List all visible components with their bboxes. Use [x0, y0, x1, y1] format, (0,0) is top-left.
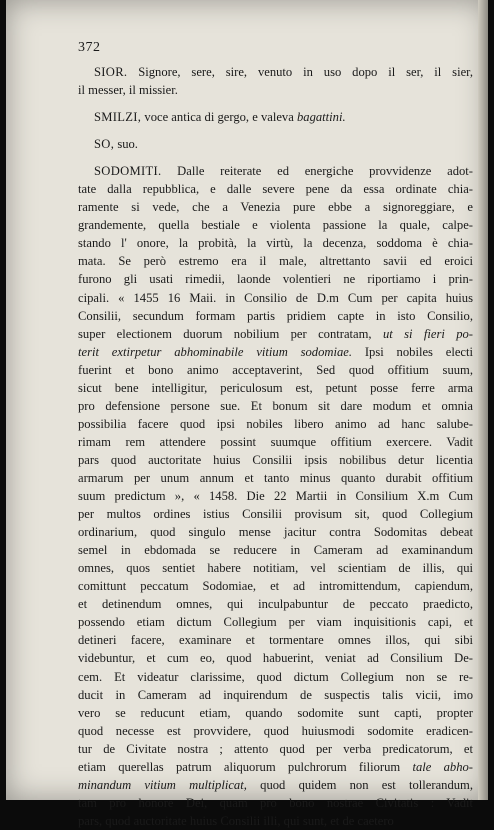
entry-line: detineri facere, examinare et tormentare omnes illos, qui sibi: [78, 633, 473, 648]
entry-line: possibilia facere quod ipsi nobiles libero animo ad hanc salube-: [78, 416, 473, 431]
entry-headword: SODOMITI.: [94, 164, 162, 179]
book-page: [6, 0, 488, 828]
entry-line: cem. Et videatur clarissime, quod dictum Collegium non se re-: [78, 669, 473, 684]
entry-line: et detinendum omnes, qui inculpabuntur de peccato praedicto,: [78, 597, 473, 612]
entry-line: il messer, il missier.: [78, 83, 178, 98]
entry-line: ordinarium, quod singulo mense jacitur contra Sodomitas debeat: [78, 525, 473, 540]
entry-line: videbuntur, et cum eo, quod habuerint, veniat ad Consilium De-: [78, 651, 473, 666]
entry-line: voce antica di gergo, e valeva bagattini.: [144, 110, 346, 125]
entry-line: ducit in Cameram ad inquirendum de suspectis talis vicii, imo: [78, 687, 473, 702]
entry-line: stando l' onore, la probità, la virtù, la decenza, soddoma è chia-: [78, 236, 473, 251]
entry-line: tate dalla repubblica, e dalle severe pene da essa ordinate chia-: [78, 182, 473, 197]
entry-line: terit extirpetur abhominabile vitium sodomiae. Ipsi nobiles electi: [78, 344, 474, 359]
dictionary-entry-so: [78, 135, 473, 153]
entry-line: pars quod auctoritate huius Consilii ipsis nobilibus detur licentia: [78, 452, 473, 467]
entry-line: tur de Civitate nostra ; attento quod per verba predicatorum, et: [78, 741, 473, 756]
entry-line: per multos ordines istius Consilii provisum sit, quod Collegium: [78, 507, 473, 522]
entry-line: semel in ebdomada se reducere in Cameram ad examinandum: [78, 543, 473, 558]
entry-line: tam pro honore Dei, quam pro bono nostrae Civitatis : Vadit: [78, 795, 473, 810]
entry-line: vero se reducunt etiam, quando sodomite sunt capti, propter: [78, 705, 473, 720]
entry-line: quod necesse est provvidere, quod huiusmodi sodomite eradicen-: [78, 723, 473, 738]
entry-line: minandum vitium multiplicat, quod quidem non est tollerandum,: [78, 777, 474, 792]
entry-line: Dalle reiterate ed energiche provvidenze adot-: [177, 164, 473, 179]
entry-line: suum predictum », « 1458. Die 22 Martii in Consilium X.m Cum: [78, 489, 473, 504]
entry-line: fuerint et bono animo acceptaverint, Sed quod offitium suum,: [78, 362, 473, 377]
entry-line: super electionem duorum nobilium per contratam, ut si fieri po-: [78, 326, 473, 341]
dictionary-entry-sior: [78, 63, 473, 99]
entry-line: comittunt peccatum Sodomiae, et ad intromittendum, capiendum,: [78, 579, 473, 594]
entry-line: cipali. « 1455 16 Maii. in Consilio de D.m Cum per capita huius: [78, 290, 473, 305]
entry-line: Consilii, secundum formam partis pridiem capte in isto Consilio,: [78, 308, 473, 323]
entry-line: sicut bene intelligitur, periculosum est, petunt posse ferre arma: [78, 380, 473, 395]
page-gutter: [478, 0, 488, 800]
entry-line: ramente si vede, che a Venezia pure ebbe a signoreggiare, e: [78, 200, 473, 215]
entry-line: pro defensione persone sue. Et bonum sit dare modum et omnia: [78, 398, 473, 413]
entry-line: rimam rem attendere possint suumque offitium exercere. Vadit: [78, 434, 473, 449]
dictionary-entry-sodomiti: [78, 162, 473, 830]
entry-headword: SMILZI,: [94, 110, 142, 125]
entry-line: omnes, quos sentiet habere notitiam, vel scientiam de illis, qui: [78, 561, 473, 576]
dictionary-entry-smilzi: [78, 108, 473, 126]
entry-line: furono gli usati rimedii, laonde volentieri ne riportiamo i prin-: [78, 272, 473, 287]
page-number: 372: [78, 40, 101, 55]
entry-line: suo.: [117, 137, 138, 152]
entry-line: armarum per unum annum et tanto minus quanto durabit offitium: [78, 470, 473, 485]
entry-line: possendo etiam dictum Collegium per viam inquisitionis capi, et: [78, 615, 473, 630]
entry-line: Signore, sere, sire, venuto in uso dopo il ser, il sier,: [138, 65, 473, 79]
entry-headword: SO,: [94, 137, 115, 152]
entry-line: pars, quod auctoritate huius Consilii illi, qui sunt, et de caetero: [78, 813, 394, 828]
entry-line: etiam querellas patrum aliquorum pulchrorum filiorum tale abho-: [78, 759, 473, 774]
entry-line: mata. Se però estremo era il male, altrettanto savii ed eroici: [78, 254, 473, 269]
page-text: [78, 38, 473, 830]
entry-headword: SIOR.: [94, 65, 128, 79]
entry-line: grandemente, quella bestiale e violenta passione la quale, calpe-: [78, 218, 473, 233]
